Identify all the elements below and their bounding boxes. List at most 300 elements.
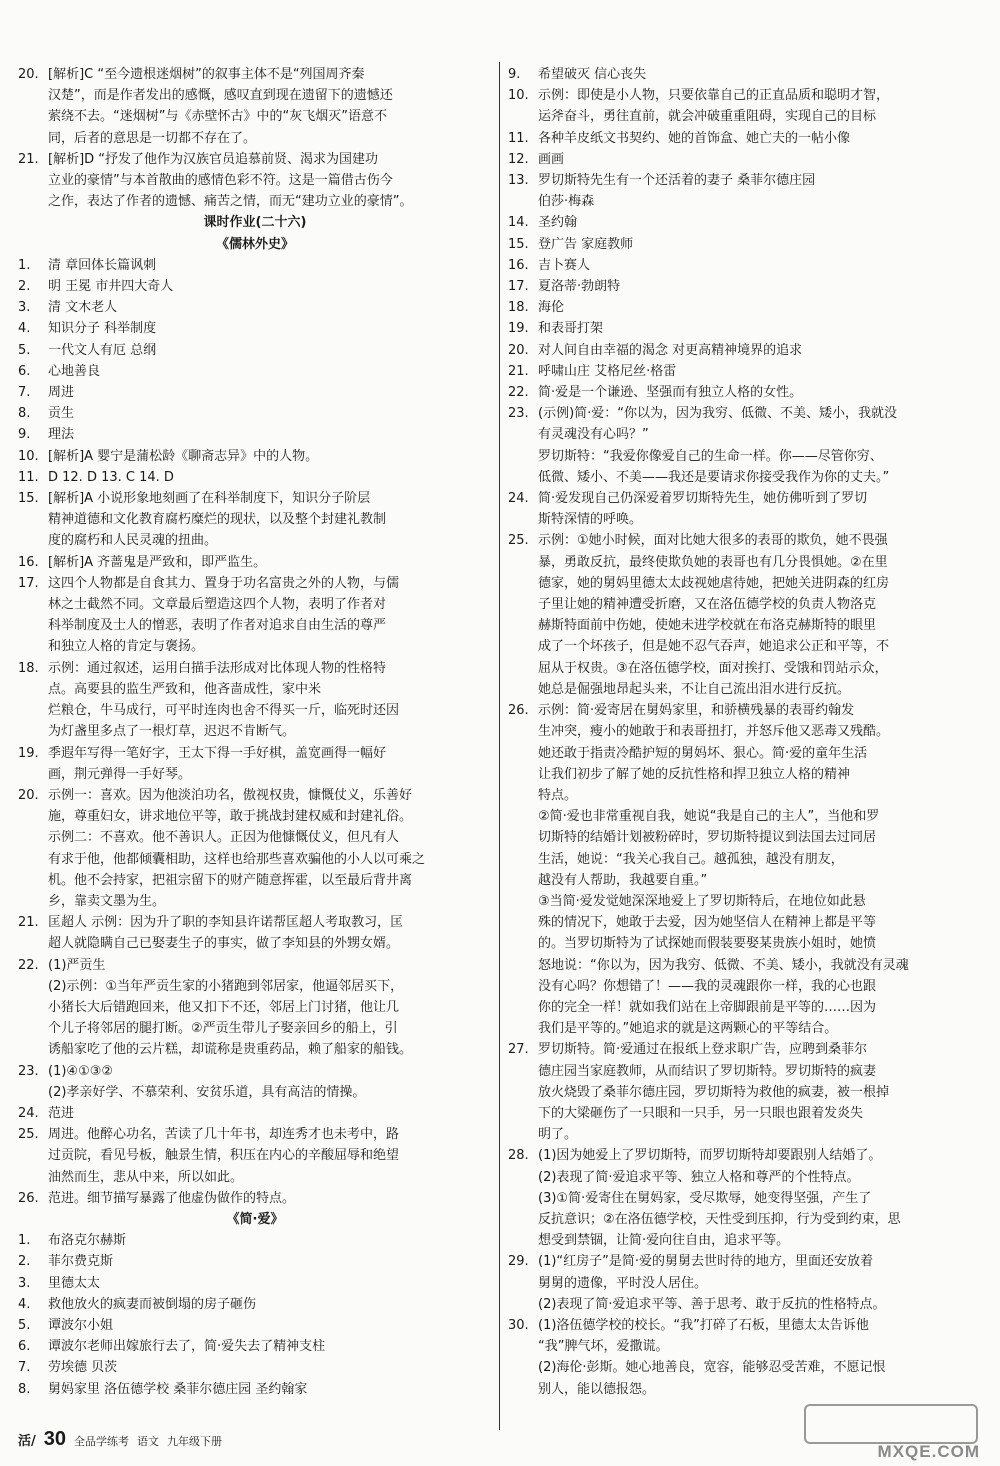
answer-text [48, 361, 492, 382]
answer-line: D 12. D 13. C 14. D [48, 469, 174, 485]
answer-line: 特点。 [538, 787, 578, 803]
answer-item [508, 85, 980, 127]
answer-line: 度的腐朽和人民灵魂的扭曲。 [48, 533, 218, 549]
answer-text [538, 149, 980, 170]
answer-line: 画画 [538, 151, 565, 167]
answer-line: 怒地说：“你以为，因为我穷、低微、不美、矮小，我就没有灵魂 [538, 957, 909, 973]
answer-item [18, 424, 492, 445]
answer-line: 没有心吗？你想错了！——我的灵魂跟你一样，我的心也跟 [538, 978, 877, 994]
answer-line: ③当简·爱发觉她深深地爱上了罗切斯特后，在地位如此悬 [538, 893, 866, 909]
answer-text [48, 1336, 492, 1357]
answer-item [18, 255, 492, 276]
answer-text [48, 1294, 492, 1315]
answer-item [18, 912, 492, 954]
answer-line: 海伦 [538, 300, 565, 316]
answer-item [18, 318, 492, 339]
answer-line: 菲尔费克斯 [48, 1254, 114, 1270]
answer-text [538, 64, 980, 85]
answer-text [538, 128, 980, 149]
answer-item [18, 955, 492, 1061]
answer-text [48, 424, 492, 445]
answer-line: 伯莎·梅森 [538, 194, 595, 210]
answer-number: 9. [18, 427, 31, 443]
answer-text [538, 276, 980, 297]
answer-number: 3. [18, 1275, 31, 1291]
answer-text [48, 658, 492, 743]
answer-line: 你的完全一样！就如我们站在上帝脚跟前是平等的……因为 [538, 999, 877, 1015]
answer-number: 6. [18, 1339, 31, 1355]
answer-line: 理法 [48, 427, 75, 443]
answer-number: 15. [508, 236, 529, 252]
answer-number: 26. [18, 1190, 39, 1206]
answer-line: 她还敢于指责冷酷护短的舅妈坏、狠心。简·爱的童年生活 [538, 745, 868, 761]
answer-text [538, 382, 980, 403]
answer-item [508, 700, 980, 1039]
answer-line: 这四个人物都是自食其力、置身于功名富贵之外的人物，与儒 [48, 575, 400, 591]
answer-line: 呼啸山庄 艾格尼丝·格雷 [538, 363, 677, 379]
answer-line: 运斧奋斗，勇往直前，就会冲破重重阻碍，实现自己的目标 [538, 109, 877, 125]
answer-item [508, 64, 980, 85]
answer-number: 26. [508, 703, 529, 719]
answer-item [508, 297, 980, 318]
answer-line: 示例：简·爱寄居在舅妈家里，和骄横残暴的表哥约翰发 [538, 703, 855, 719]
answer-text [48, 318, 492, 339]
answer-line: 我们是平等的。”她追求的就是这两颗心的平等结合。 [538, 1021, 838, 1037]
answer-text [48, 276, 492, 297]
answer-number: 24. [508, 491, 529, 507]
answer-line: 她总是倔强地昂起头来，不让自己流出泪水进行反抗。 [538, 681, 851, 697]
answer-item [508, 318, 980, 339]
answer-number: 24. [18, 1105, 39, 1121]
answer-number: 12. [508, 151, 529, 167]
answer-line: 精神道德和文化教育腐朽糜烂的现状，以及整个封建礼教制 [48, 512, 387, 528]
answer-text [538, 212, 980, 233]
answer-line: 乡，靠卖文墨为生。 [48, 893, 166, 909]
answer-line: (示例)简·爱：“你以为，因为我穷、低微、不美、矮小，我就没 [538, 406, 898, 422]
answer-text [538, 1039, 980, 1145]
answer-item [18, 297, 492, 318]
answer-line: 汉楚”，而是作者发出的感慨，感叹直到现在遗留下的遗憾还 [48, 88, 393, 104]
answer-line: 周进 [48, 385, 75, 401]
answer-line: (1)“红房子”是简·爱的舅舅去世时待的地方，里面还安放着 [538, 1254, 874, 1270]
answer-number: 22. [508, 385, 529, 401]
answer-number: 25. [18, 1127, 39, 1143]
answer-item [18, 1230, 492, 1251]
answer-item [18, 403, 492, 424]
answer-line: [解析]A 小说形象地刻画了在科举制度下，知识分子阶层 [48, 491, 371, 507]
answer-number: 23. [18, 1063, 39, 1079]
answer-item [508, 170, 980, 212]
left-column [18, 64, 492, 1400]
answer-line: 知识分子 科举制度 [48, 321, 157, 337]
answer-item [508, 212, 980, 233]
answer-text [48, 955, 492, 1061]
answer-number: 28. [508, 1148, 529, 1164]
answer-line: 林之士截然不同。文章最后塑造这四个人物，表明了作者对 [48, 597, 387, 613]
answer-text [48, 488, 492, 552]
answer-line: 各种羊皮纸文书契约、她的首饰盒、她亡夫的一帖小像 [538, 130, 851, 146]
answer-line: 舅妈家里 洛伍德学校 桑菲尔德庄园 圣约翰家 [48, 1381, 308, 1397]
answer-line: 低微、矮小、不美——我还是要请求你接受我作为你的丈夫。” [538, 469, 890, 485]
answer-line: 机。他不会持家，把祖宗留下的财产随意挥霍，以至最后背井离 [48, 872, 413, 888]
answer-line: 个儿子将邻居的腿打断。②严贡生带儿子娶亲回乡的船上，引 [48, 1021, 398, 1037]
answer-number: 19. [508, 321, 529, 337]
answer-number: 6. [18, 363, 31, 379]
answer-number: 13. [508, 173, 529, 189]
answer-number: 18. [508, 300, 529, 316]
answer-item [18, 1357, 492, 1378]
answer-number: 16. [18, 554, 39, 570]
answer-line: (2)表现了简·爱追求平等、善于思考、敢于反抗的性格特点。 [538, 1296, 886, 1312]
answer-item [18, 552, 492, 573]
answer-line: 清 章回体长篇讽刺 [48, 257, 157, 273]
answer-line: 德家，她的舅妈里德太太歧视她虐待她，把她关进阴森的红房 [538, 575, 890, 591]
answer-number: 2. [18, 1254, 31, 1270]
answer-line: 罗切斯特。简·爱通过在报纸上登求职广告，应聘到桑菲尔 [538, 1042, 868, 1058]
answer-line: 明 王冕 市井四大奇人 [48, 279, 174, 295]
answer-text [48, 743, 492, 785]
answer-number: 25. [508, 533, 529, 549]
answer-text [48, 255, 492, 276]
answer-line: 立业的豪情”与本首散曲的感情色彩不符。这是一篇借古伤今 [48, 173, 393, 189]
answer-line: 示例：①她小时候，面对比她大很多的表哥的欺负，她不畏强 [538, 533, 888, 549]
answer-number: 21. [18, 915, 39, 931]
answer-line: 为灯盏里多点了一根灯草，迟迟不肯断气。 [48, 724, 296, 740]
answer-text [538, 340, 980, 361]
answer-item [18, 1124, 492, 1188]
answer-text [48, 446, 492, 467]
answer-line: 放火烧毁了桑菲尔德庄园，罗切斯特为救他的疯妻，被一根掉 [538, 1084, 890, 1100]
answer-line: (1)严贡生 [48, 957, 106, 973]
answer-line: 超人就隐瞒自己已娶妻生子的事实，做了李知县的外甥女婿。 [48, 936, 400, 952]
answer-item [18, 361, 492, 382]
answer-number: 1. [18, 1233, 31, 1249]
answer-text [538, 403, 980, 488]
answer-line: 生活，她说：“我关心我自己。越孤独，越没有朋友， [538, 851, 844, 867]
answer-number: 22. [18, 957, 39, 973]
answer-line: (2)海伦·彭斯。她心地善良，宽容，能够忍受苦难，不愿记恨 [538, 1360, 886, 1376]
answer-item [18, 1379, 492, 1400]
answer-line: 示例一：喜欢。因为他淡泊功名，傲视权贵，慷慨仗义，乐善好 [48, 787, 413, 803]
answer-item [508, 530, 980, 700]
answer-line: 季遐年写得一笔好字，王太下得一手好棋，盖宽画得一幅好 [48, 745, 387, 761]
answer-item [18, 382, 492, 403]
column-divider [499, 62, 500, 1430]
answer-number: 30. [508, 1317, 529, 1333]
answer-text [538, 1145, 980, 1251]
answer-line: 殊的情况下，她敢于去爱，因为她坚信人在精神上都是平等 [538, 915, 877, 931]
answer-number: 8. [18, 406, 31, 422]
answer-line: 劳埃德 贝茨 [48, 1360, 118, 1376]
answer-item [18, 1103, 492, 1124]
answer-line: 和表哥打架 [538, 321, 604, 337]
answer-line: 希望破灭 信心丧失 [538, 67, 647, 82]
answer-item [18, 1061, 492, 1103]
watermark-badge [804, 1404, 978, 1444]
answer-number: 23. [508, 406, 529, 422]
answer-line: 烂粮仓，牛马成行，可平时连肉也舍不得买一斤，临死时还因 [48, 703, 400, 719]
answer-text [48, 1103, 492, 1124]
answer-number: 5. [18, 1317, 31, 1333]
answer-item [18, 1294, 492, 1315]
answer-line: 有灵魂没有心吗？” [538, 427, 649, 443]
answer-number: 4. [18, 1296, 31, 1312]
answer-text [538, 1251, 980, 1315]
answer-number: 20. [18, 67, 39, 82]
answer-item [18, 785, 492, 912]
answer-line: 越没有人帮助，我越要自重。” [538, 872, 708, 888]
answer-number: 17. [508, 279, 529, 295]
answer-item [508, 340, 980, 361]
answer-item [18, 743, 492, 785]
answer-text [538, 488, 980, 530]
answer-line: [解析]C “至今遗根迷烟树”的叙事主体不是“列国周齐秦 [48, 67, 365, 82]
answer-text [538, 234, 980, 255]
answer-line: 简·爱是一个谦逊、坚强而有独立人格的女性。 [538, 385, 803, 401]
answer-number: 17. [18, 575, 39, 591]
answer-line: 简·爱发现自己仍深爱着罗切斯特先生，她仿佛听到了罗切 [538, 491, 868, 507]
answer-number: 18. [18, 660, 39, 676]
answer-number: 19. [18, 745, 39, 761]
answer-text [48, 1061, 492, 1103]
answer-item [508, 276, 980, 297]
answer-line: (2)示例：①当年严贡生家的小猪跑到邻居家，他逼邻居买下， [48, 978, 404, 994]
answer-text [48, 403, 492, 424]
answer-line: 斯特深情的呼唤。 [538, 512, 643, 528]
section-heading: 《儒林外史》 [215, 236, 294, 252]
watermark-url: MXQE.COM [877, 1442, 980, 1461]
answer-line: 贡生 [48, 406, 75, 422]
answer-text [48, 1379, 492, 1400]
answer-text [48, 552, 492, 573]
answer-text [538, 700, 980, 1039]
answer-item [18, 488, 492, 552]
answer-text [538, 318, 980, 339]
answer-line: 心地善良 [48, 363, 101, 379]
answer-line: (1)洛伍德学校的校长。“我”打碎了石板，里德太太告诉他 [538, 1317, 869, 1333]
answer-item [508, 255, 980, 276]
answer-text [48, 1315, 492, 1336]
answer-line: 舅舅的遗像，平时没人居住。 [538, 1275, 708, 1291]
answer-line: 下的大梁砸伤了一只眼和一只手，另一只眼也跟着发炎失 [538, 1105, 864, 1121]
answer-line: 科举制度及士人的憎恶，表明了作者对追求自由生活的尊严 [48, 618, 387, 634]
answer-line: (3)①简·爱寄住在舅妈家，受尽欺辱，她变得坚强，产生了 [538, 1190, 872, 1206]
answer-number: 16. [508, 257, 529, 273]
answer-line: (1)④①③② [48, 1063, 114, 1079]
answer-text [48, 573, 492, 658]
answer-line: (1)因为她爱上了罗切斯特，而罗切斯特却要跟别人结婚了。 [538, 1148, 882, 1164]
section-heading: 课时作业(二十六) [203, 215, 307, 231]
section-heading: 《简·爱》 [226, 1211, 284, 1227]
footer-grade: 九年级下册 [167, 1435, 222, 1448]
page-footer [18, 1428, 222, 1451]
answer-number: 29. [508, 1254, 529, 1270]
answer-line: 明了。 [538, 1127, 578, 1143]
answer-line: 诱船家吃了他的云片糕，却谎称是贵重药品，赖了船家的船钱。 [48, 1042, 413, 1058]
answer-line: 成了一个坏孩子，但是她不忍气吞声，她追求公正和平等，不 [538, 639, 890, 655]
answer-number: 11. [18, 469, 39, 485]
answer-line: 切斯特的结婚计划被粉碎时，罗切斯特提议到法国去过同居 [538, 830, 877, 846]
answer-line: 小猪长大后错跑回来，他又扣下不还，邻居上门讨猪，他让几 [48, 999, 400, 1015]
answer-line: 之作，表达了作者的遗憾、痛苦之情，而无“建功立业的豪情”。 [48, 194, 413, 210]
answer-number: 8. [18, 1381, 31, 1397]
answer-number: 20. [508, 342, 529, 358]
answer-number: 1. [18, 257, 31, 273]
answer-line: 一代文人有厄 总纲 [48, 342, 157, 358]
answer-item [18, 1315, 492, 1336]
answer-item [508, 403, 980, 488]
answer-line: 布洛克尔赫斯 [48, 1233, 127, 1249]
answer-line: 救他放火的疯妻而被倒塌的房子砸伤 [48, 1296, 257, 1312]
answer-item [18, 1251, 492, 1272]
answer-item [508, 1315, 980, 1400]
watermark-logo [798, 1404, 984, 1462]
answer-number: 10. [508, 88, 529, 104]
answer-line: 和独立人格的肯定与褒扬。 [48, 639, 205, 655]
answer-line: 同，后者的意思是一切都不存在了。 [48, 130, 257, 146]
answer-line: 罗切斯特：“我爱你像爱自己的生命一样。你——尽管你穷、 [538, 448, 883, 464]
answer-line: (2)孝亲好学、不慕荣利、安贫乐道，具有高洁的情操。 [48, 1084, 366, 1100]
page-number: 30 [43, 1428, 66, 1450]
answer-line: 生冲突，瘦小的她敢于和表哥扭打，并怒斥他又恶毒又残酷。 [538, 724, 890, 740]
answer-line: 周进。他醉心功名，苦读了几十年书，却连秀才也未考中，路 [48, 1127, 400, 1143]
answer-number: 4. [18, 321, 31, 337]
answer-text [48, 1251, 492, 1272]
answer-item [18, 1188, 492, 1209]
answer-number: 27. [508, 1042, 529, 1058]
footer-book: 全品学练考 [74, 1435, 129, 1448]
answer-item [508, 1039, 980, 1145]
answer-item [18, 149, 492, 213]
answer-item [508, 149, 980, 170]
answer-line: [解析]D “抒发了他作为汉族官员追慕前贤、渴求为国建功 [48, 151, 379, 167]
answer-item [18, 340, 492, 361]
answer-line: 油然而生，悲从中来，所以如此。 [48, 1169, 244, 1185]
answer-text [48, 1188, 492, 1209]
answer-line: 点。高要县的监生严致和，他吝啬成性，家中米 [48, 681, 322, 697]
answer-item [18, 658, 492, 743]
answer-line: 过贡院，看见号板，触景生情，积压在内心的辛酸屈辱和绝望 [48, 1148, 400, 1164]
answer-item [508, 1251, 980, 1315]
answer-item [18, 1336, 492, 1357]
answer-number: 9. [508, 67, 521, 82]
answer-line: 屈从于权贵。③在洛伍德学校，面对挨打、受饿和罚站示众， [538, 660, 888, 676]
answer-line: 赫斯特面前中伤她，使她未进学校就在布洛克赫斯特的眼里 [538, 618, 877, 634]
answer-line: 画，荆元弹得一手好琴。 [48, 766, 192, 782]
answer-line: “我”脾气坏，爱撒谎。 [538, 1339, 669, 1355]
answer-line: (2)表现了简·爱追求平等、独立人格和尊严的个性特点。 [538, 1169, 860, 1185]
answer-line: 别人，能以德报怨。 [538, 1381, 656, 1397]
answer-number: 21. [18, 151, 39, 167]
answer-item [18, 467, 492, 488]
answer-text [48, 1124, 492, 1188]
footer-lead: 活/ [18, 1434, 36, 1449]
answer-text [48, 785, 492, 912]
answer-text [538, 1315, 980, 1400]
answer-line: 示例：即使是小人物，只要依靠自己的正直品质和聪明才智， [538, 88, 890, 104]
answer-text [538, 297, 980, 318]
answer-line: 范进 [48, 1105, 75, 1121]
answer-line: 施，尊重妇女，讲求地位平等，敢于挑战封建权威和封建礼俗。 [48, 809, 413, 825]
answer-item [18, 64, 492, 149]
answer-line: 罗切斯特先生有一个还活着的妻子 桑菲尔德庄园 [538, 173, 816, 189]
answer-text [48, 912, 492, 954]
answer-line: 圣约翰 [538, 215, 578, 231]
answer-line: 想受到禁锢，让简·爱向往自由，追求平等。 [538, 1233, 790, 1249]
answer-line: [解析]A 婴宁是蒲松龄《聊斋志异》中的人物。 [48, 448, 319, 464]
answer-text [538, 85, 980, 127]
answer-item [18, 446, 492, 467]
answer-text [48, 1230, 492, 1251]
answer-line: 里德太太 [48, 1275, 101, 1291]
answer-line: 暴，勇敢反抗，最终使欺负她的表哥也有几分畏惧她。②在里 [538, 554, 888, 570]
answer-line: 吉卜赛人 [538, 257, 591, 273]
answer-line: 清 文木老人 [48, 300, 118, 316]
answer-number: 2. [18, 279, 31, 295]
answer-item [508, 234, 980, 255]
answer-line: 示例：通过叙述，运用白描手法形成对比体现人物的性格特 [48, 660, 387, 676]
answer-number: 10. [18, 448, 39, 464]
answer-text [48, 1273, 492, 1294]
answer-text [538, 530, 980, 700]
answer-line: 有求于他，他都倾囊相助，这样也给那些喜欢骗他的小人以可乘之 [48, 851, 426, 867]
answer-line: 范进。细节描写暴露了他虚伪做作的特点。 [48, 1190, 296, 1206]
answer-number: 7. [18, 385, 31, 401]
answer-text [538, 170, 980, 212]
answer-number: 21. [508, 363, 529, 379]
answer-line: [解析]A 齐蔷鬼是严致和，即严监生。 [48, 554, 267, 570]
answer-text [48, 340, 492, 361]
answer-text [48, 1357, 492, 1378]
answer-line: 匡超人 示例：因为升了职的李知县许诺帮匡超人考取教习，匡 [48, 915, 404, 931]
answer-number: 20. [18, 787, 39, 803]
answer-line: 谭波尔老师出嫁旅行去了，简·爱失去了精神支柱 [48, 1339, 326, 1355]
answer-text [538, 361, 980, 382]
answer-line: 夏洛蒂·勃朗特 [538, 279, 621, 295]
answer-line: 让我们初步了解了她的反抗性格和捍卫独立人格的精神 [538, 766, 851, 782]
answer-line: 登广告 家庭教师 [538, 236, 634, 252]
answer-text [48, 382, 492, 403]
answer-item [508, 361, 980, 382]
answer-text [538, 255, 980, 276]
answer-line: 的。当罗切斯特为了试探她而假装要娶某贵族小姐时，她愤 [538, 936, 877, 952]
answer-number: 11. [508, 130, 529, 146]
answer-number: 14. [508, 215, 529, 231]
answer-line: 萦绕不去。“迷烟树”与《赤壁怀古》中的“灰飞烟灭”语意不 [48, 109, 387, 125]
answer-item [508, 382, 980, 403]
answer-item [18, 573, 492, 658]
answer-item [508, 488, 980, 530]
answer-number: 7. [18, 1360, 31, 1376]
answer-line: 反抗意识；②在洛伍德学校，天性受到压抑，行为受到约束，思 [538, 1211, 901, 1227]
footer-subject: 语文 [137, 1435, 159, 1448]
right-column [508, 64, 980, 1400]
answer-item [18, 1273, 492, 1294]
answer-line: 子里让她的精神遭受折磨，又在洛伍德学校的负责人物洛克 [538, 597, 877, 613]
answer-text [48, 149, 492, 213]
answer-text [48, 297, 492, 318]
answer-item [508, 1145, 980, 1251]
answer-number: 15. [18, 491, 39, 507]
answer-item [18, 276, 492, 297]
answer-number: 3. [18, 300, 31, 316]
answer-line: ②简·爱也非常重视自我，她说“我是自己的主人”，当他和罗 [538, 809, 880, 825]
answer-text [48, 64, 492, 149]
answer-line: 德庄园当家庭教师，从而结识了罗切斯特。罗切斯特的疯妻 [538, 1063, 877, 1079]
answer-line: 示例二：不喜欢。他不善识人。正因为他慷慨仗义，但凡有人 [48, 830, 400, 846]
answer-line: 对人间自由幸福的渴念 对更高精神境界的追求 [538, 342, 803, 358]
answer-line: 谭波尔小姐 [48, 1317, 114, 1333]
